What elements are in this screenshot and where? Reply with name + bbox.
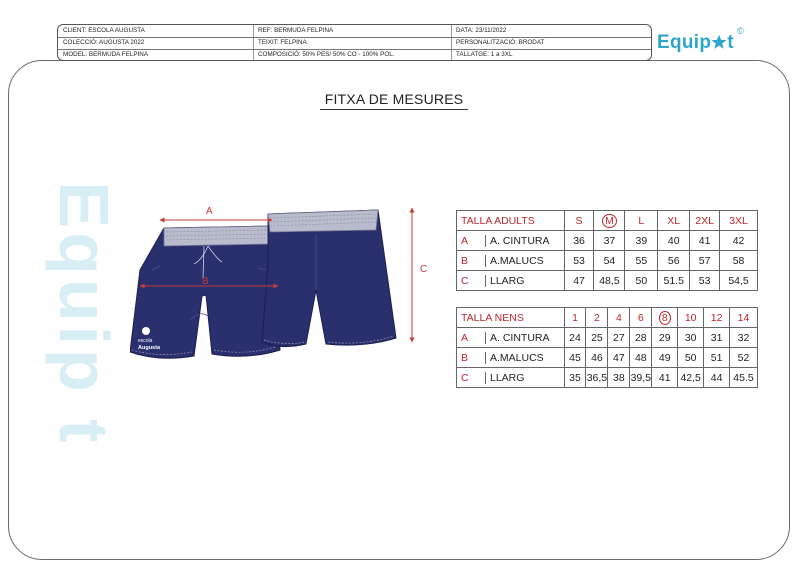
table-cell: 50 xyxy=(625,271,658,291)
table-cell: 40 xyxy=(658,231,690,251)
table-row xyxy=(457,271,758,291)
table-cell: 58 xyxy=(720,251,758,271)
size-header: 12 xyxy=(704,308,730,328)
size-header-circled xyxy=(594,211,625,231)
table-cell: 28 xyxy=(630,328,652,348)
star-icon xyxy=(711,34,727,50)
table-cell: 24 xyxy=(564,328,586,348)
table-cell: 55 xyxy=(625,251,658,271)
table-cell: 54 xyxy=(594,251,625,271)
date-field: DATA: 23/11/2022 xyxy=(456,27,507,34)
registered-mark: © xyxy=(736,26,744,36)
table-cell: 48 xyxy=(630,348,652,368)
page-title: FITXA DE MESURES xyxy=(320,91,468,110)
logo-line1: escola xyxy=(138,338,153,344)
brand-logo xyxy=(657,26,744,54)
personalization-field: PERSONALITZACIÓ: BRODAT xyxy=(456,39,545,46)
table-header-row xyxy=(457,308,758,328)
adults-size-table xyxy=(456,210,758,291)
measure-name: LLARG xyxy=(490,274,525,287)
table-cell: 53 xyxy=(564,251,594,271)
table-cell: 51.5 xyxy=(658,271,690,291)
measure-label xyxy=(457,231,565,251)
table-cell: 53 xyxy=(690,271,720,291)
dimension-b-label: B xyxy=(202,276,209,287)
table-cell: 54,5 xyxy=(720,271,758,291)
size-header: S xyxy=(564,211,594,231)
measure-code: A xyxy=(461,332,486,344)
dimension-c-label: C xyxy=(420,264,428,275)
table-cell: 42,5 xyxy=(678,368,704,388)
measure-label xyxy=(457,368,565,388)
header-info-box xyxy=(57,24,652,61)
sizing-field: TALLATGE: 1 a 3XL xyxy=(456,51,513,58)
size-header: 4 xyxy=(608,308,630,328)
table-row xyxy=(457,231,758,251)
measure-code: C xyxy=(461,372,486,384)
table-cell: 36 xyxy=(564,231,594,251)
measure-name: A. CINTURA xyxy=(490,234,550,247)
model-field: MODEL: BERMUDA FELPINA xyxy=(63,51,149,58)
table-cell: 50 xyxy=(678,348,704,368)
adults-title: TALLA ADULTS xyxy=(457,211,565,231)
table-cell: 25 xyxy=(586,328,608,348)
table-row xyxy=(457,348,758,368)
selected-size: 8 xyxy=(659,311,671,325)
collection-field: COLECCIÓ: AUGUSTA 2022 xyxy=(63,39,145,46)
table-cell: 45.5 xyxy=(730,368,758,388)
brand-logo-text-end: t xyxy=(727,32,734,53)
table-cell: 37 xyxy=(594,231,625,251)
table-cell: 29 xyxy=(652,328,678,348)
table-cell: 38 xyxy=(608,368,630,388)
table-cell: 35 xyxy=(564,368,586,388)
table-cell: 52 xyxy=(730,348,758,368)
table-cell: 47 xyxy=(564,271,594,291)
table-header-row xyxy=(457,211,758,231)
size-header: 10 xyxy=(678,308,704,328)
shorts-back xyxy=(262,210,396,347)
table-row xyxy=(457,251,758,271)
measure-label xyxy=(457,328,565,348)
table-cell: 42 xyxy=(720,231,758,251)
size-header: XL xyxy=(658,211,690,231)
table-cell: 45 xyxy=(564,348,586,368)
shorts-front xyxy=(130,226,280,358)
table-cell: 31 xyxy=(704,328,730,348)
size-header: L xyxy=(625,211,658,231)
size-header: 14 xyxy=(730,308,758,328)
table-cell: 41 xyxy=(652,368,678,388)
table-cell: 49 xyxy=(652,348,678,368)
measure-name: A.MALUCS xyxy=(490,351,544,364)
table-cell: 36,5 xyxy=(586,368,608,388)
brand-watermark: Equip t xyxy=(45,181,123,447)
size-header: 3XL xyxy=(720,211,758,231)
measure-label xyxy=(457,348,565,368)
measure-code: B xyxy=(461,352,486,364)
shorts-illustration xyxy=(130,200,450,380)
table-row xyxy=(457,368,758,388)
table-cell: 48,5 xyxy=(594,271,625,291)
size-header: 6 xyxy=(630,308,652,328)
size-header-circled xyxy=(652,308,678,328)
header-row xyxy=(58,49,651,61)
selected-size: M xyxy=(602,214,617,228)
table-cell: 39,5 xyxy=(630,368,652,388)
school-logo-icon xyxy=(142,327,150,335)
measure-name: A.MALUCS xyxy=(490,254,544,267)
table-cell: 41 xyxy=(690,231,720,251)
logo-line2: Augusta xyxy=(138,345,160,351)
table-cell: 47 xyxy=(608,348,630,368)
measure-name: A. CINTURA xyxy=(490,331,550,344)
client-field: CLIENT: ESCOLA AUGUSTA xyxy=(63,27,145,34)
fabric-field: TEIXIT: FELPINA xyxy=(258,39,307,46)
table-cell: 56 xyxy=(658,251,690,271)
table-cell: 30 xyxy=(678,328,704,348)
measure-label xyxy=(457,271,565,291)
brand-logo-text: Equip xyxy=(657,32,712,53)
measure-code: B xyxy=(461,255,486,267)
size-header: 2XL xyxy=(690,211,720,231)
table-cell: 27 xyxy=(608,328,630,348)
table-cell: 39 xyxy=(625,231,658,251)
size-header: 1 xyxy=(564,308,586,328)
table-cell: 44 xyxy=(704,368,730,388)
kids-size-table xyxy=(456,307,758,388)
table-cell: 32 xyxy=(730,328,758,348)
kids-title: TALLA NENS xyxy=(457,308,565,328)
dimension-a-label: A xyxy=(206,206,213,217)
table-cell: 51 xyxy=(704,348,730,368)
size-header: 2 xyxy=(586,308,608,328)
measure-code: C xyxy=(461,275,486,287)
composition-field: COMPOSICIÓ: 50% PES/ 50% CO - 100% POL. xyxy=(258,51,395,58)
ref-field: REF: BERMUDA FELPINA xyxy=(258,27,334,34)
measure-label xyxy=(457,251,565,271)
measure-name: LLARG xyxy=(490,371,525,384)
table-cell: 46 xyxy=(586,348,608,368)
table-row xyxy=(457,328,758,348)
table-cell: 57 xyxy=(690,251,720,271)
measure-code: A xyxy=(461,235,486,247)
